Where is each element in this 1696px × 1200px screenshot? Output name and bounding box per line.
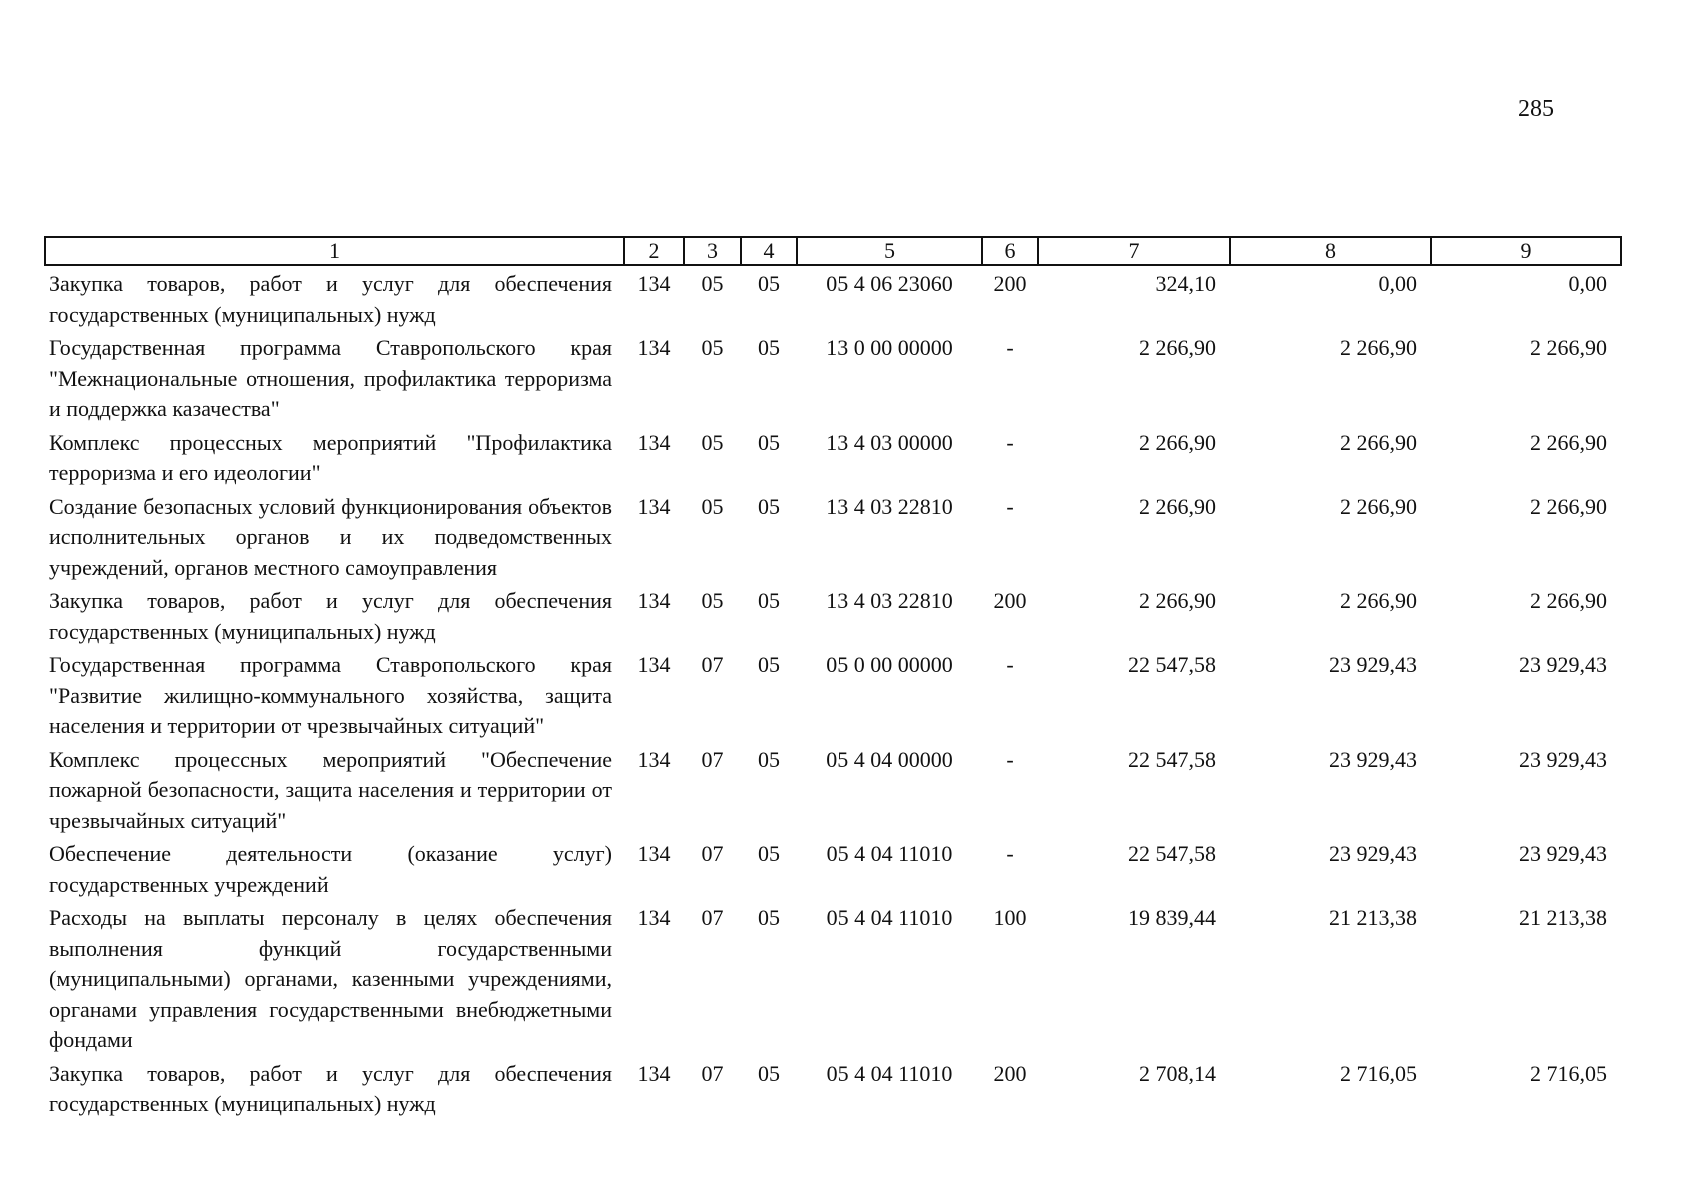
- row-name-cell: Государственная программа Ставропольского края "Межнациональные отношения, профилактика терроризма и поддержка казачества": [49, 335, 612, 421]
- table-row: [45, 265, 1621, 330]
- amount-col7-cell: 22 547,58: [1128, 652, 1216, 677]
- page-number: 285: [1518, 96, 1554, 122]
- target-article-cell: 13 4 03 22810: [826, 493, 953, 519]
- ministry-code-cell: 134: [637, 493, 671, 519]
- table-row: [45, 425, 1621, 489]
- table-body: [45, 265, 1621, 1120]
- expense-type-cell: -: [1006, 493, 1014, 519]
- target-article-cell: 13 0 00 00000: [826, 335, 953, 360]
- amount-col7-cell: 2 266,90: [1139, 588, 1216, 613]
- amount-col8-cell: 23 929,43: [1329, 746, 1417, 772]
- amount-col9-cell: 0,00: [1568, 271, 1607, 296]
- amount-col9-cell: 2 716,05: [1530, 1060, 1607, 1086]
- column-header-9: 9: [1431, 237, 1621, 265]
- subsection-cell: 05: [758, 652, 780, 677]
- target-article-cell: 05 4 04 11010: [826, 1060, 953, 1086]
- amount-col8-cell: 0,00: [1378, 271, 1417, 296]
- target-article-cell: 05 4 04 11010: [826, 905, 953, 930]
- section-cell: 05: [701, 429, 724, 455]
- column-header-5: 5: [797, 237, 982, 265]
- ministry-code-cell: 134: [637, 841, 671, 866]
- subsection-cell: 05: [758, 588, 780, 613]
- row-name-cell: Закупка товаров, работ и услуг для обеспечения государственных (муниципальных) нужд: [49, 1060, 612, 1116]
- table-row: [45, 583, 1621, 647]
- ministry-code-cell: 134: [637, 746, 671, 772]
- table-row: [45, 836, 1621, 900]
- row-name-cell: Расходы на выплаты персоналу в целях обеспечения выполнения функций государственными (муниципальными) органами, казенными учреждениями, органами управления государственными внебюджетными фондами: [49, 905, 612, 1052]
- ministry-code-cell: 134: [637, 429, 671, 455]
- section-cell: 07: [701, 652, 724, 677]
- subsection-cell: 05: [758, 335, 780, 360]
- amount-col9-cell: 23 929,43: [1519, 746, 1607, 772]
- table-row: [45, 900, 1621, 1056]
- amount-col7-cell: 2 708,14: [1139, 1060, 1216, 1086]
- expense-type-cell: 200: [993, 271, 1027, 296]
- expense-type-cell: 100: [993, 905, 1027, 930]
- section-cell: 07: [701, 746, 724, 772]
- row-name-cell: Комплекс процессных мероприятий "Обеспечение пожарной безопасности, защита населения и территории от чрезвычайных ситуаций": [49, 746, 612, 833]
- column-header-6: 6: [982, 237, 1038, 265]
- subsection-cell: 05: [758, 841, 780, 866]
- section-cell: 05: [701, 271, 724, 296]
- amount-col7-cell: 22 547,58: [1128, 746, 1216, 772]
- section-cell: 07: [701, 905, 724, 930]
- row-name-cell: Закупка товаров, работ и услуг для обеспечения государственных (муниципальных) нужд: [49, 588, 612, 644]
- table-row: [45, 330, 1621, 425]
- expense-type-cell: 200: [993, 588, 1027, 613]
- amount-col9-cell: 23 929,43: [1519, 652, 1607, 677]
- amount-col7-cell: 324,10: [1155, 271, 1216, 296]
- expense-type-cell: -: [1006, 429, 1014, 455]
- section-cell: 05: [701, 493, 724, 519]
- amount-col7-cell: 22 547,58: [1128, 841, 1216, 866]
- amount-col8-cell: 2 716,05: [1340, 1060, 1417, 1086]
- row-name-cell: Закупка товаров, работ и услуг для обеспечения государственных (муниципальных) нужд: [49, 271, 612, 327]
- column-header-2: 2: [624, 237, 684, 265]
- row-name-cell: Создание безопасных условий функционирования объектов исполнительных органов и их подведомственных учреждений, органов местного самоуправления: [49, 493, 612, 580]
- row-name-cell: Комплекс процессных мероприятий "Профилактика терроризма и его идеологии": [49, 429, 612, 485]
- ministry-code-cell: 134: [637, 905, 671, 930]
- amount-col7-cell: 2 266,90: [1139, 335, 1216, 360]
- row-name-cell: Обеспечение деятельности (оказание услуг) государственных учреждений: [49, 841, 612, 897]
- amount-col9-cell: 23 929,43: [1519, 841, 1607, 866]
- expense-type-cell: -: [1006, 841, 1014, 866]
- column-header-3: 3: [684, 237, 741, 265]
- section-cell: 05: [701, 335, 724, 360]
- expense-type-cell: 200: [993, 1060, 1027, 1086]
- amount-col8-cell: 21 213,38: [1329, 905, 1417, 930]
- column-header-7: 7: [1038, 237, 1230, 265]
- subsection-cell: 05: [758, 271, 780, 296]
- subsection-cell: 05: [758, 905, 780, 930]
- column-header-8: 8: [1230, 237, 1431, 265]
- amount-col9-cell: 2 266,90: [1530, 588, 1607, 613]
- section-cell: 07: [701, 841, 724, 866]
- amount-col7-cell: 2 266,90: [1139, 493, 1216, 519]
- table-row: [45, 489, 1621, 584]
- ministry-code-cell: 134: [637, 588, 671, 613]
- expense-type-cell: -: [1006, 652, 1014, 677]
- budget-table: [44, 236, 1622, 1120]
- column-header-1: 1: [45, 237, 624, 265]
- header-row: [45, 237, 1621, 265]
- subsection-cell: 05: [758, 746, 780, 772]
- amount-col8-cell: 2 266,90: [1340, 429, 1417, 455]
- column-header-4: 4: [741, 237, 797, 265]
- ministry-code-cell: 134: [637, 652, 671, 677]
- amount-col9-cell: 2 266,90: [1530, 493, 1607, 519]
- subsection-cell: 05: [758, 1060, 780, 1086]
- amount-col9-cell: 21 213,38: [1519, 905, 1607, 930]
- amount-col8-cell: 2 266,90: [1340, 335, 1417, 360]
- target-article-cell: 13 4 03 22810: [826, 588, 953, 613]
- section-cell: 07: [701, 1060, 724, 1086]
- amount-col9-cell: 2 266,90: [1530, 335, 1607, 360]
- table-row: [45, 1056, 1621, 1120]
- ministry-code-cell: 134: [637, 1060, 671, 1086]
- target-article-cell: 05 4 06 23060: [826, 271, 953, 296]
- amount-col9-cell: 2 266,90: [1530, 429, 1607, 455]
- ministry-code-cell: 134: [637, 335, 671, 360]
- amount-col7-cell: 19 839,44: [1128, 905, 1216, 930]
- table-row: [45, 742, 1621, 837]
- expense-type-cell: -: [1006, 746, 1014, 772]
- table-row: [45, 647, 1621, 742]
- amount-col7-cell: 2 266,90: [1139, 429, 1216, 455]
- amount-col8-cell: 2 266,90: [1340, 588, 1417, 613]
- expense-type-cell: -: [1006, 335, 1014, 360]
- subsection-cell: 05: [758, 429, 780, 455]
- subsection-cell: 05: [758, 493, 780, 519]
- ministry-code-cell: 134: [637, 271, 671, 296]
- amount-col8-cell: 2 266,90: [1340, 493, 1417, 519]
- amount-col8-cell: 23 929,43: [1329, 652, 1417, 677]
- target-article-cell: 05 4 04 00000: [826, 746, 953, 772]
- target-article-cell: 05 4 04 11010: [826, 841, 953, 866]
- amount-col8-cell: 23 929,43: [1329, 841, 1417, 866]
- target-article-cell: 05 0 00 00000: [826, 652, 953, 677]
- section-cell: 05: [701, 588, 724, 613]
- row-name-cell: Государственная программа Ставропольского края "Развитие жилищно-коммунального хозяйства, защита населения и территории от чрезвычайных ситуаций": [49, 652, 612, 738]
- target-article-cell: 13 4 03 00000: [826, 429, 953, 455]
